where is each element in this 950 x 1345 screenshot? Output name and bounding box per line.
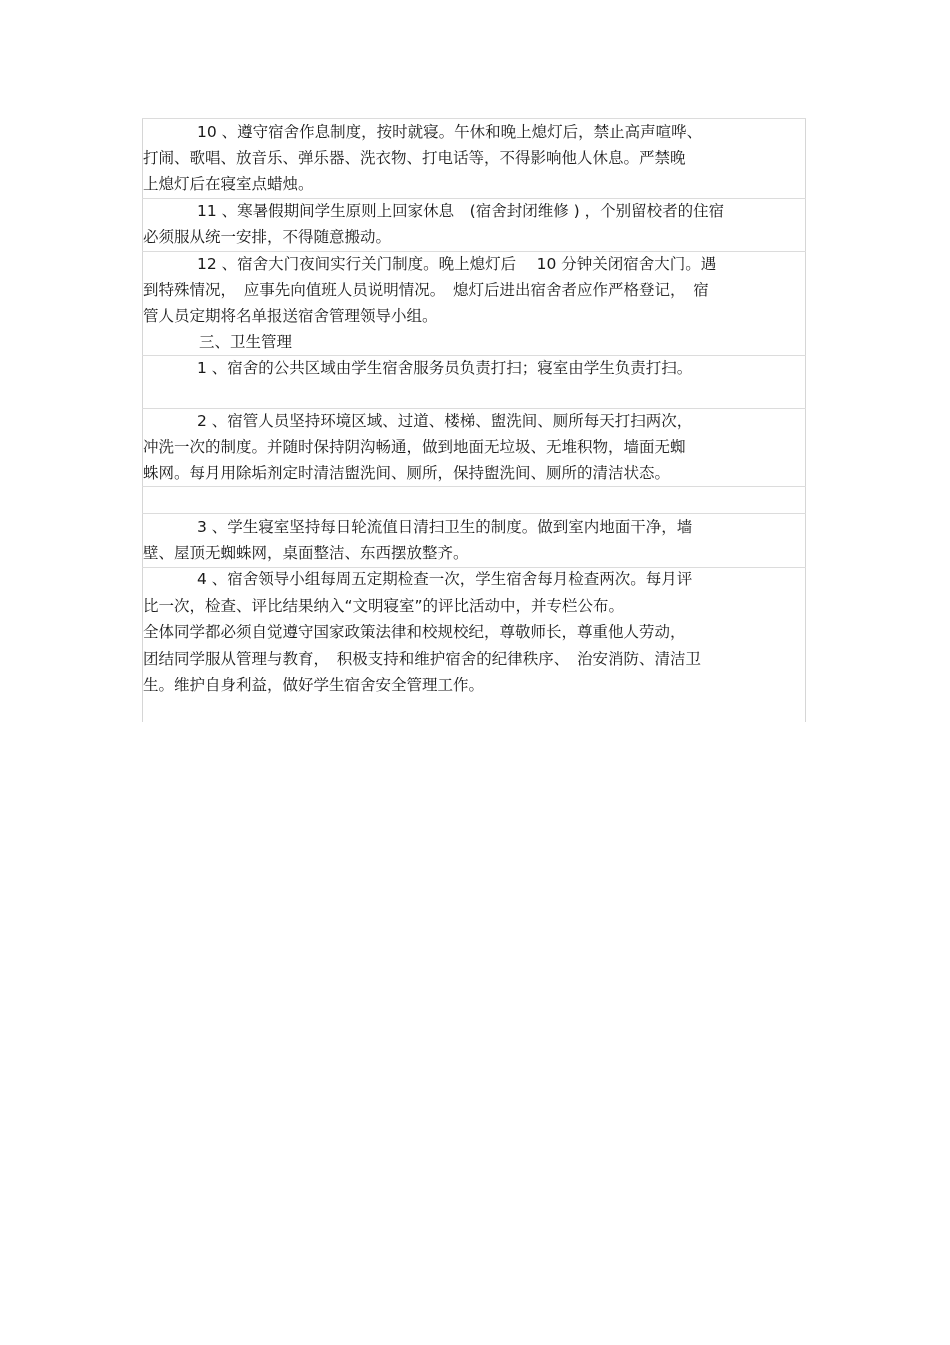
section-heading: 三、卫生管理 bbox=[199, 333, 293, 351]
text-line: 到特殊情况， 应事先向值班人员说明情况。 熄灯后进出宿舍者应作严格登记， 宿 bbox=[143, 281, 709, 299]
text-line: 上熄灯后在寝室点蜡烛。 bbox=[143, 175, 314, 193]
text-line: 冲洗一次的制度。并随时保持阴沟畅通，做到地面无垃圾、无堆积物，墙面无蜘 bbox=[143, 438, 686, 456]
text-line: 10 、遵守宿舍作息制度，按时就寝。午休和晚上熄灯后，禁止高声喧哗、 bbox=[197, 123, 703, 141]
table-rule bbox=[142, 408, 806, 409]
table-rule bbox=[142, 118, 806, 119]
text-line: 3 、学生寝室坚持每日轮流值日清扫卫生的制度。做到室内地面干净，墙 bbox=[197, 518, 693, 536]
table-rule bbox=[142, 567, 806, 568]
text-line: 1 、宿舍的公共区域由学生宿舍服务员负责打扫；寝室由学生负责打扫。 bbox=[197, 359, 693, 377]
text-line: 2 、宿管人员坚持环境区域、过道、楼梯、盥洗间、厕所每天打扫两次， bbox=[197, 412, 693, 430]
table-rule bbox=[142, 198, 806, 199]
text-line: 管人员定期将名单报送宿舍管理领导小组。 bbox=[143, 307, 438, 325]
text-line: 全体同学都必须自觉遵守国家政策法律和校规校纪，尊敬师长，尊重他人劳动， bbox=[143, 623, 686, 641]
text-line: 12 、宿舍大门夜间实行关门制度。晚上熄灯后 10 分钟关闭宿舍大门。遇 bbox=[197, 255, 717, 273]
text-line: 壁、屋顶无蜘蛛网，桌面整洁、东西摆放整齐。 bbox=[143, 544, 469, 562]
text-line: 蛛网。每月用除垢剂定时清洁盥洗间、厕所，保持盥洗间、厕所的清洁状态。 bbox=[143, 464, 671, 482]
table-rule bbox=[142, 251, 806, 252]
text-line: 比一次，检查、评比结果纳入“文明寝室”的评比活动中，并专栏公布。 bbox=[143, 597, 625, 615]
text-line: 4 、宿舍领导小组每周五定期检查一次，学生宿舍每月检查两次。每月评 bbox=[197, 570, 693, 588]
text-line: 生。维护自身利益，做好学生宿舍安全管理工作。 bbox=[143, 676, 485, 694]
text-line: 必须服从统一安排，不得随意搬动。 bbox=[143, 228, 392, 246]
text-line: 11 、寒暑假期间学生原则上回家休息 (宿舍封闭维修 ) ，个别留校者的住宿 bbox=[197, 202, 725, 220]
table-rule bbox=[142, 486, 806, 487]
text-line: 打闹、歌唱、放音乐、弹乐器、洗衣物、打电话等，不得影响他人休息。严禁晚 bbox=[143, 149, 686, 167]
text-line: 团结同学服从管理与教育， 积极支持和维护宿舍的纪律秩序、 治安消防、清洁卫 bbox=[143, 650, 702, 668]
table-rule bbox=[142, 355, 806, 356]
table-rule bbox=[142, 513, 806, 514]
